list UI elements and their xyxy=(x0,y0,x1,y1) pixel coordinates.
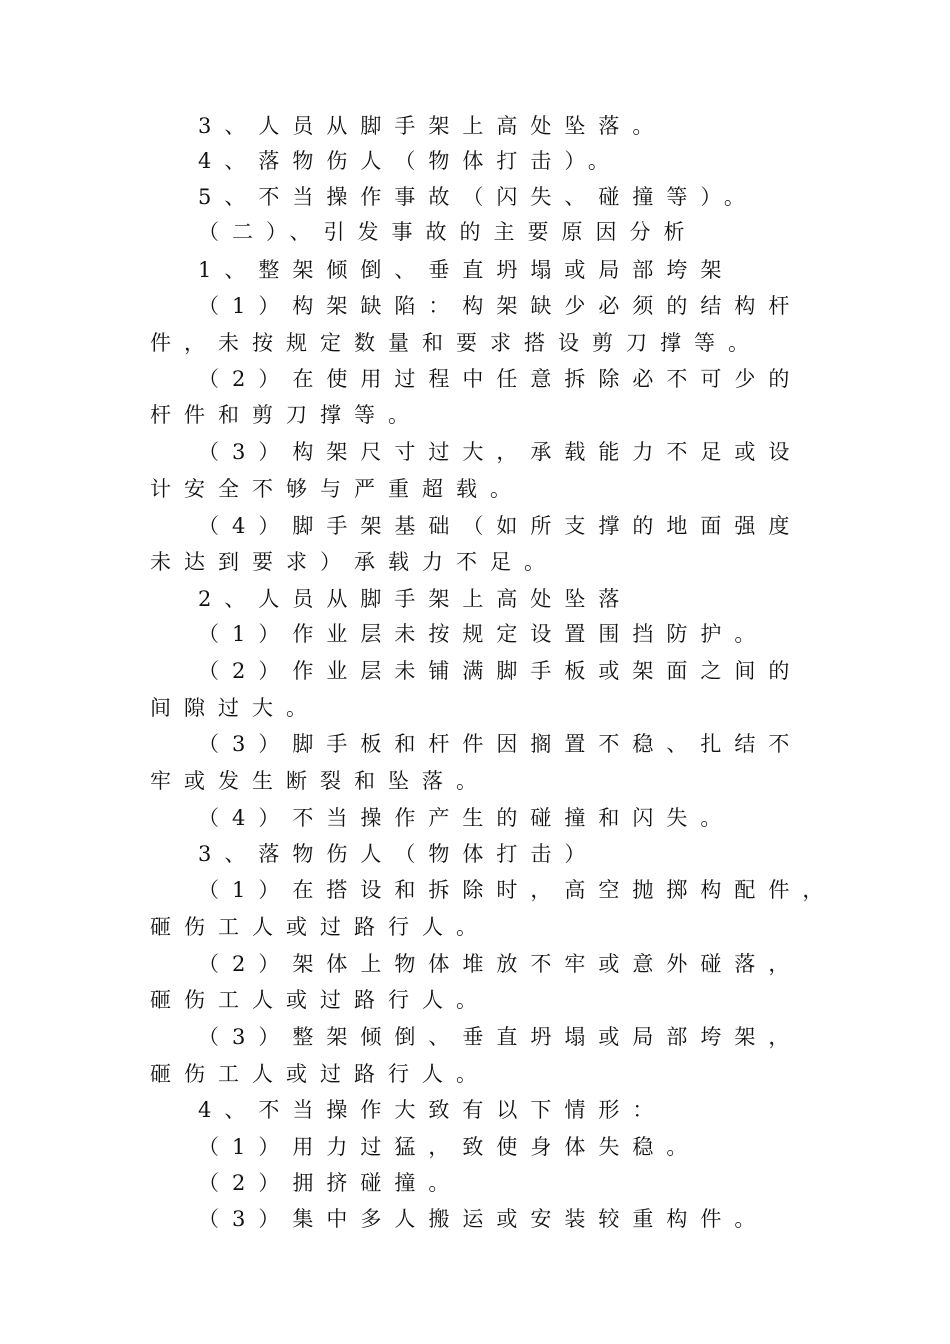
text-line: （3）构架尺寸过大，承载能力不足或设 xyxy=(198,440,803,464)
text-line: 件，未按规定数量和要求搭设剪刀撑等。 xyxy=(150,331,762,355)
text-line: （1）在搭设和拆除时，高空抛掷构配件， xyxy=(198,878,837,902)
text-line: （2）拥挤碰撞。 xyxy=(198,1171,463,1195)
subsection-heading: 4、不当操作大致有以下情形： xyxy=(198,1098,667,1122)
text-line: （2）架体上物体堆放不牢或意外碰落， xyxy=(198,952,803,976)
text-line: 牢或发生断裂和坠落。 xyxy=(150,769,490,793)
section-heading: （二）、引发事故的主要原因分析 xyxy=(198,220,698,244)
subsection-heading: 2、人员从脚手架上高处坠落 xyxy=(198,587,633,611)
text-line: 砸伤工人或过路行人。 xyxy=(150,915,490,939)
text-line: （1）用力过猛，致使身体失稳。 xyxy=(198,1135,701,1159)
text-line: 杆件和剪刀撑等。 xyxy=(150,403,422,427)
subsection-heading: 1、整架倾倒、垂直坍塌或局部垮架 xyxy=(198,258,735,282)
text-line: （4）脚手架基础（如所支撑的地面强度 xyxy=(198,514,803,538)
text-line: （4）不当操作产生的碰撞和闪失。 xyxy=(198,806,735,830)
text-line: （2）在使用过程中任意拆除必不可少的 xyxy=(198,367,803,391)
text-line: 5、不当操作事故（闪失、碰撞等）。 xyxy=(198,185,758,209)
text-line: （1）构架缺陷：构架缺少必须的结构杆 xyxy=(198,294,803,318)
text-line: （3）集中多人搬运或安装较重构件。 xyxy=(198,1207,769,1231)
text-line: 未达到要求）承载力不足。 xyxy=(150,550,558,574)
text-line: 砸伤工人或过路行人。 xyxy=(150,1062,490,1086)
text-line: （3）整架倾倒、垂直坍塌或局部垮架， xyxy=(198,1025,803,1049)
text-line: 计安全不够与严重超载。 xyxy=(150,477,524,501)
text-line: 间隙过大。 xyxy=(150,696,320,720)
text-line: 4、落物伤人（物体打击）。 xyxy=(198,149,622,173)
text-line: （3）脚手板和杆件因搁置不稳、扎结不 xyxy=(198,732,803,756)
subsection-heading: 3、落物伤人（物体打击） xyxy=(198,842,599,866)
text-line: （2）作业层未铺满脚手板或架面之间的 xyxy=(198,659,803,683)
text-line: （1）作业层未按规定设置围挡防护。 xyxy=(198,622,769,646)
text-line: 3、人员从脚手架上高处坠落。 xyxy=(198,114,667,138)
text-line: 砸伤工人或过路行人。 xyxy=(150,988,490,1012)
